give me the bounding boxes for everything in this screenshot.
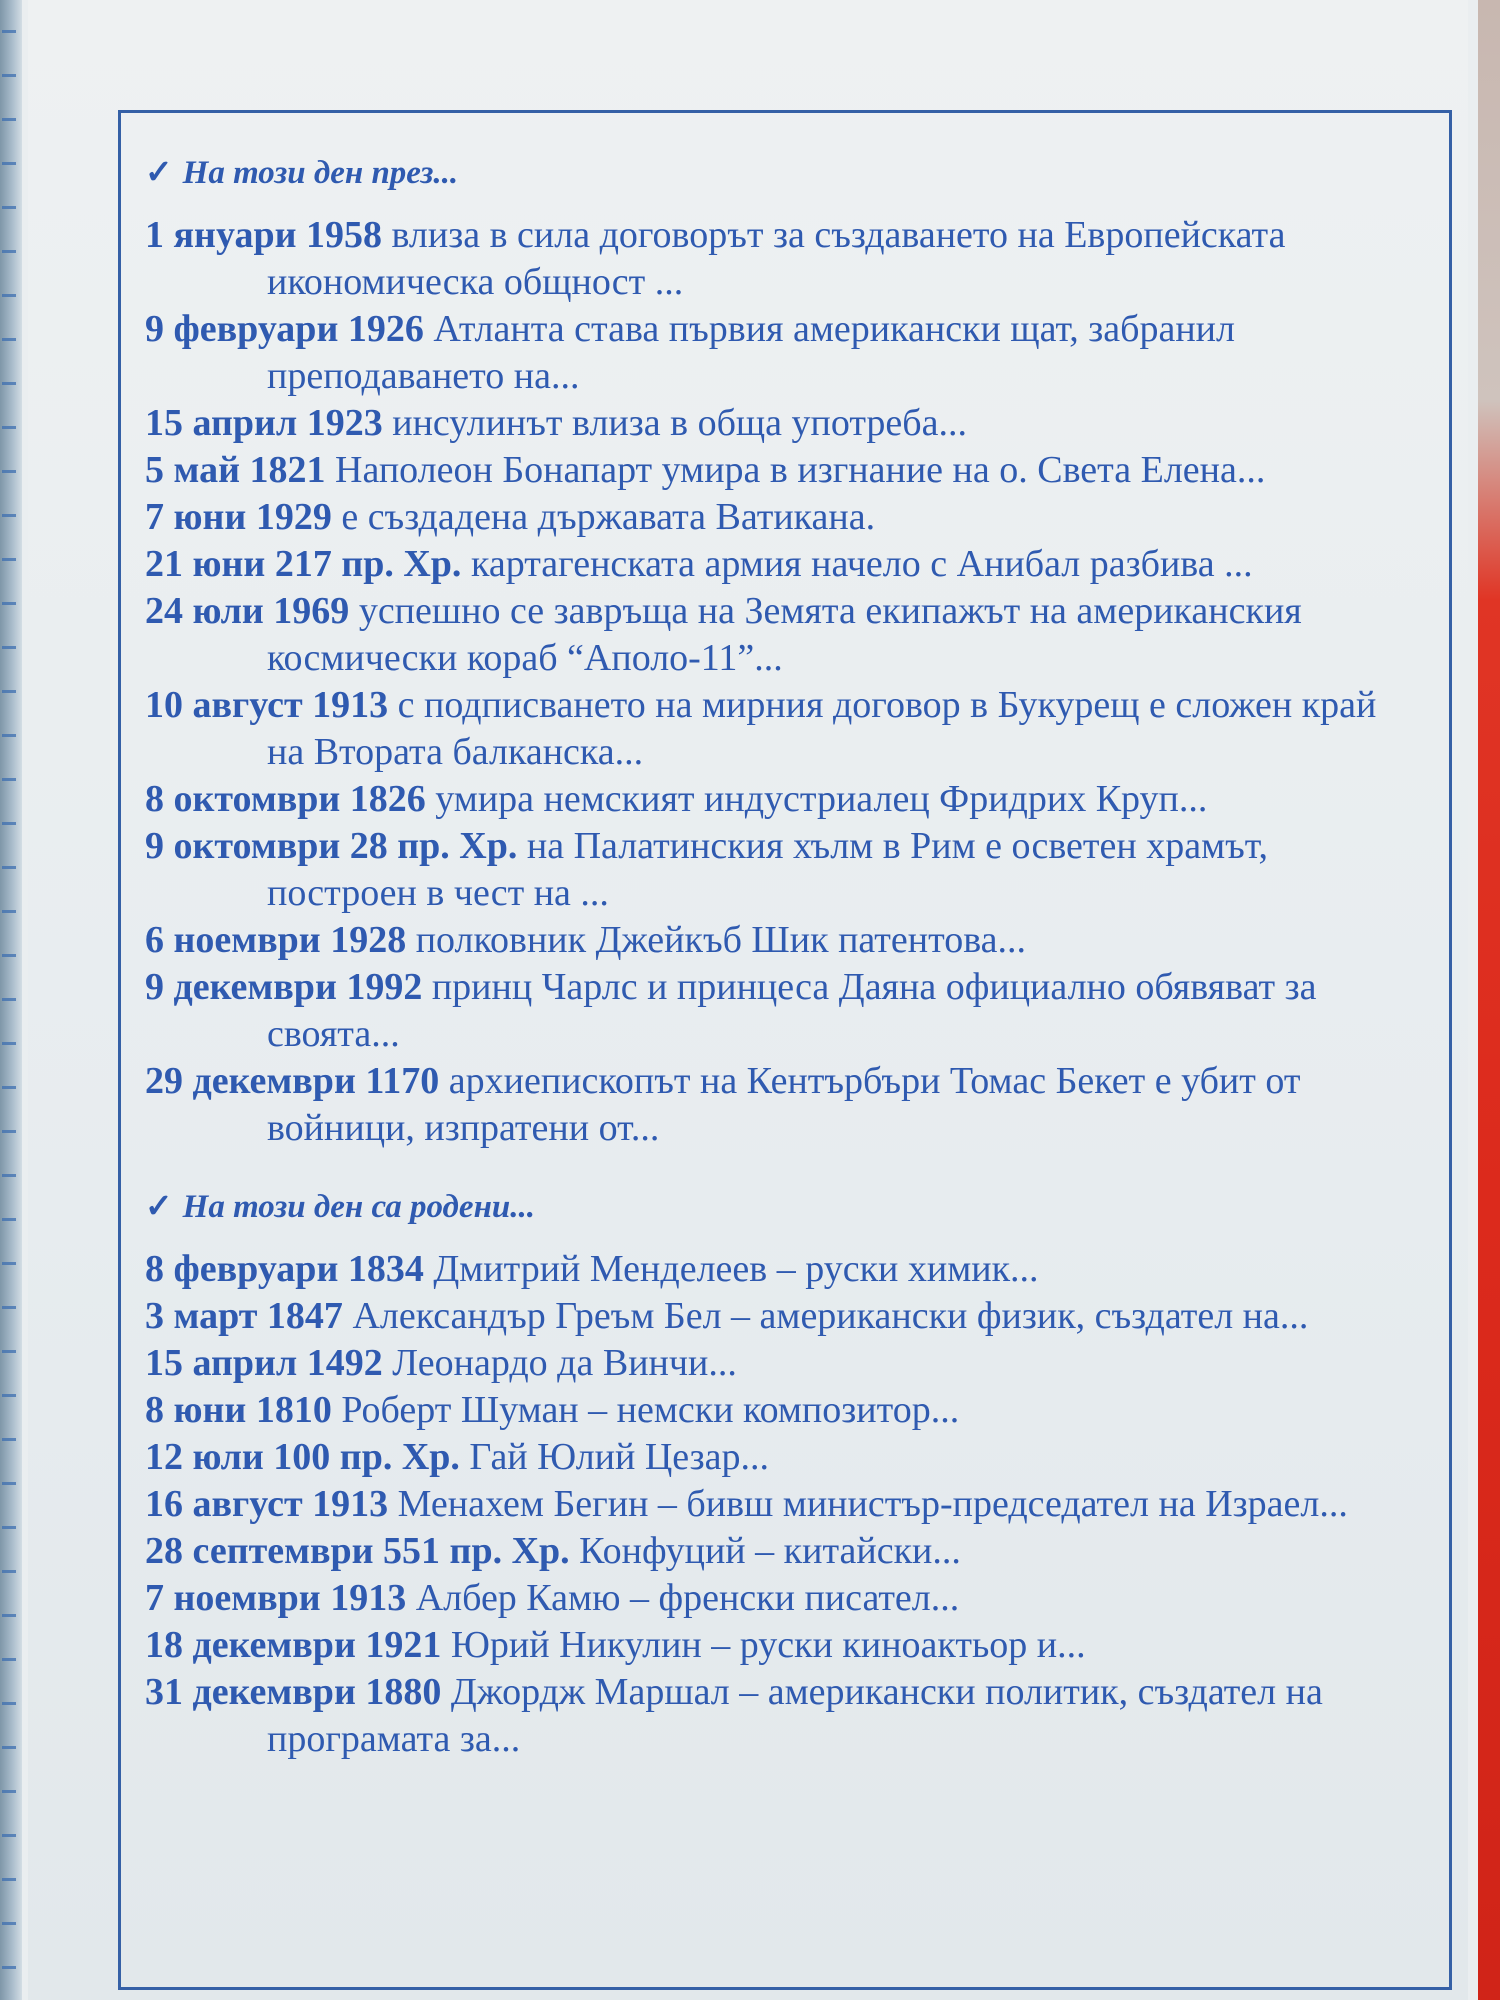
edge-tick <box>2 998 16 1001</box>
edge-tick <box>2 1878 16 1881</box>
entry-date: 24 юли 1969 <box>145 590 350 632</box>
entry-date: 28 септември 551 пр. Хр. <box>145 1530 570 1572</box>
entry-text: влиза в сила договорът за създаването на Европейската икономическа общност ... <box>267 214 1286 303</box>
edge-tick <box>2 250 16 253</box>
list-item <box>145 776 1385 823</box>
left-paper-edge <box>0 0 22 2000</box>
edge-tick <box>2 426 16 429</box>
edge-tick <box>2 1966 16 1969</box>
entry-text: успешно се завръща на Земята екипажът на американския космически кораб “Аполо-11”... <box>267 590 1302 679</box>
list-item <box>145 1575 1385 1622</box>
edge-tick <box>2 734 16 737</box>
list-item <box>145 1246 1385 1293</box>
edge-tick <box>2 294 16 297</box>
edge-tick <box>2 1526 16 1529</box>
entry-date: 9 февруари 1926 <box>145 308 424 350</box>
entry-text: Гай Юлий Цезар... <box>469 1436 769 1478</box>
edge-tick <box>2 338 16 341</box>
list-item <box>145 447 1385 494</box>
edge-tick <box>2 470 16 473</box>
section-heading-text: На този ден през... <box>182 155 459 191</box>
edge-tick <box>2 910 16 913</box>
entry-text: Дмитрий Менделеев – руски химик... <box>433 1248 1039 1290</box>
list-item <box>145 212 1385 306</box>
edge-tick <box>2 382 16 385</box>
edge-tick <box>2 74 16 77</box>
edge-tick <box>2 1658 16 1661</box>
entry-text: на Палатинския хълм в Рим е осветен храмът, построен в чест на ... <box>267 825 1269 914</box>
entry-text: Юрий Никулин – руски киноактьор и... <box>450 1624 1086 1666</box>
list-item <box>145 964 1385 1058</box>
entry-date: 7 юни 1929 <box>145 496 332 538</box>
edge-tick <box>2 1174 16 1177</box>
entry-text: картагенската армия начело с Анибал разбива ... <box>470 543 1253 585</box>
list-item <box>145 1387 1385 1434</box>
entry-date: 18 декември 1921 <box>145 1624 442 1666</box>
list-item <box>145 588 1385 682</box>
edge-tick <box>2 1086 16 1089</box>
events-list <box>145 212 1385 1152</box>
entry-date: 10 август 1913 <box>145 684 389 726</box>
edge-tick <box>2 1790 16 1793</box>
entry-date: 6 ноември 1928 <box>145 919 407 961</box>
list-item <box>145 1434 1385 1481</box>
edge-tick <box>2 822 16 825</box>
edge-tick <box>2 30 16 33</box>
entry-date: 16 август 1913 <box>145 1483 389 1525</box>
edge-tick <box>2 866 16 869</box>
edge-tick <box>2 1834 16 1837</box>
section-births <box>145 1184 1385 1763</box>
list-item <box>145 1058 1385 1152</box>
entry-date: 5 май 1821 <box>145 449 326 491</box>
edge-tick <box>2 206 16 209</box>
edge-tick <box>2 1218 16 1221</box>
entry-text: полковник Джейкъб Шик патентова... <box>415 919 1027 961</box>
births-list <box>145 1246 1385 1763</box>
edge-tick <box>2 1306 16 1309</box>
edge-tick <box>2 1130 16 1133</box>
entry-text: Албер Камю – френски писател... <box>415 1577 960 1619</box>
entry-date: 29 декември 1170 <box>145 1060 440 1102</box>
content-area <box>145 150 1385 1763</box>
entry-text: Леонардо да Винчи... <box>392 1342 737 1384</box>
entry-date: 8 февруари 1834 <box>145 1248 424 1290</box>
edge-tick <box>2 1482 16 1485</box>
entry-date: 7 ноември 1913 <box>145 1577 407 1619</box>
edge-tick <box>2 1614 16 1617</box>
section-heading-text: На този ден са родени... <box>182 1189 535 1225</box>
list-item <box>145 1528 1385 1575</box>
entry-text: Менахем Бегин – бивш министър-председател на Израел... <box>397 1483 1348 1525</box>
entry-text: Александър Греъм Бел – американски физик, създател на... <box>352 1295 1309 1337</box>
entry-text: Конфуций – китайски... <box>579 1530 961 1572</box>
entry-date: 8 октомври 1826 <box>145 778 426 820</box>
edge-tick <box>2 1042 16 1045</box>
entry-text: принц Чарлс и принцеса Даяна официално обявяват за своята... <box>267 966 1317 1055</box>
list-item <box>145 682 1385 776</box>
list-item <box>145 541 1385 588</box>
edge-tick <box>2 690 16 693</box>
edge-tick <box>2 1262 16 1265</box>
edge-tick <box>2 1350 16 1353</box>
entry-text: Наполеон Бонапарт умира в изгнание на о. Света Елена... <box>335 449 1266 491</box>
edge-tick <box>2 778 16 781</box>
entry-text: умира немският индустриалец Фридрих Круп... <box>435 778 1208 820</box>
section-heading-events <box>145 150 1385 196</box>
edge-tick <box>2 602 16 605</box>
entry-date: 15 април 1923 <box>145 402 383 444</box>
edge-tick <box>2 1438 16 1441</box>
list-item <box>145 306 1385 400</box>
entry-text: Роберт Шуман – немски композитор... <box>341 1389 960 1431</box>
list-item <box>145 1481 1385 1528</box>
list-item <box>145 823 1385 917</box>
entry-date: 1 януари 1958 <box>145 214 382 256</box>
edge-tick <box>2 1570 16 1573</box>
entry-text: Джордж Маршал – американски политик, създател на програмата за... <box>267 1671 1323 1760</box>
edge-tick <box>2 162 16 165</box>
edge-tick <box>2 118 16 121</box>
list-item <box>145 1622 1385 1669</box>
edge-tick <box>2 514 16 517</box>
entry-date: 31 декември 1880 <box>145 1671 442 1713</box>
entry-text: с подписването на мирния договор в Букурещ е сложен край на Втората балканска... <box>267 684 1377 773</box>
entry-date: 8 юни 1810 <box>145 1389 332 1431</box>
section-events <box>145 150 1385 1152</box>
edge-tick <box>2 954 16 957</box>
edge-tick <box>2 1394 16 1397</box>
right-red-edge <box>1478 0 1500 2000</box>
list-item <box>145 1669 1385 1763</box>
list-item <box>145 400 1385 447</box>
entry-text: Атланта става първия американски щат, забранил преподаването на... <box>267 308 1235 397</box>
edge-tick <box>2 558 16 561</box>
edge-tick <box>2 1746 16 1749</box>
edge-tick <box>2 1922 16 1925</box>
entry-date: 21 юни 217 пр. Хр. <box>145 543 462 585</box>
list-item <box>145 1293 1385 1340</box>
entry-text: е създадена държавата Ватикана. <box>341 496 876 538</box>
entry-date: 9 октомври 28 пр. Хр. <box>145 825 518 867</box>
list-item <box>145 494 1385 541</box>
entry-date: 3 март 1847 <box>145 1295 343 1337</box>
checkmark-icon: ✓ <box>145 155 173 191</box>
list-item <box>145 917 1385 964</box>
list-item <box>145 1340 1385 1387</box>
entry-text: инсулинът влиза в обща употреба... <box>392 402 967 444</box>
entry-date: 9 декември 1992 <box>145 966 423 1008</box>
entry-date: 15 април 1492 <box>145 1342 383 1384</box>
edge-tick <box>2 1702 16 1705</box>
edge-tick <box>2 646 16 649</box>
section-heading-births <box>145 1184 1385 1230</box>
entry-text: архиепископът на Кентърбъри Томас Бекет е убит от войници, изпратени от... <box>267 1060 1301 1149</box>
entry-date: 12 юли 100 пр. Хр. <box>145 1436 460 1478</box>
checkmark-icon: ✓ <box>145 1189 173 1225</box>
